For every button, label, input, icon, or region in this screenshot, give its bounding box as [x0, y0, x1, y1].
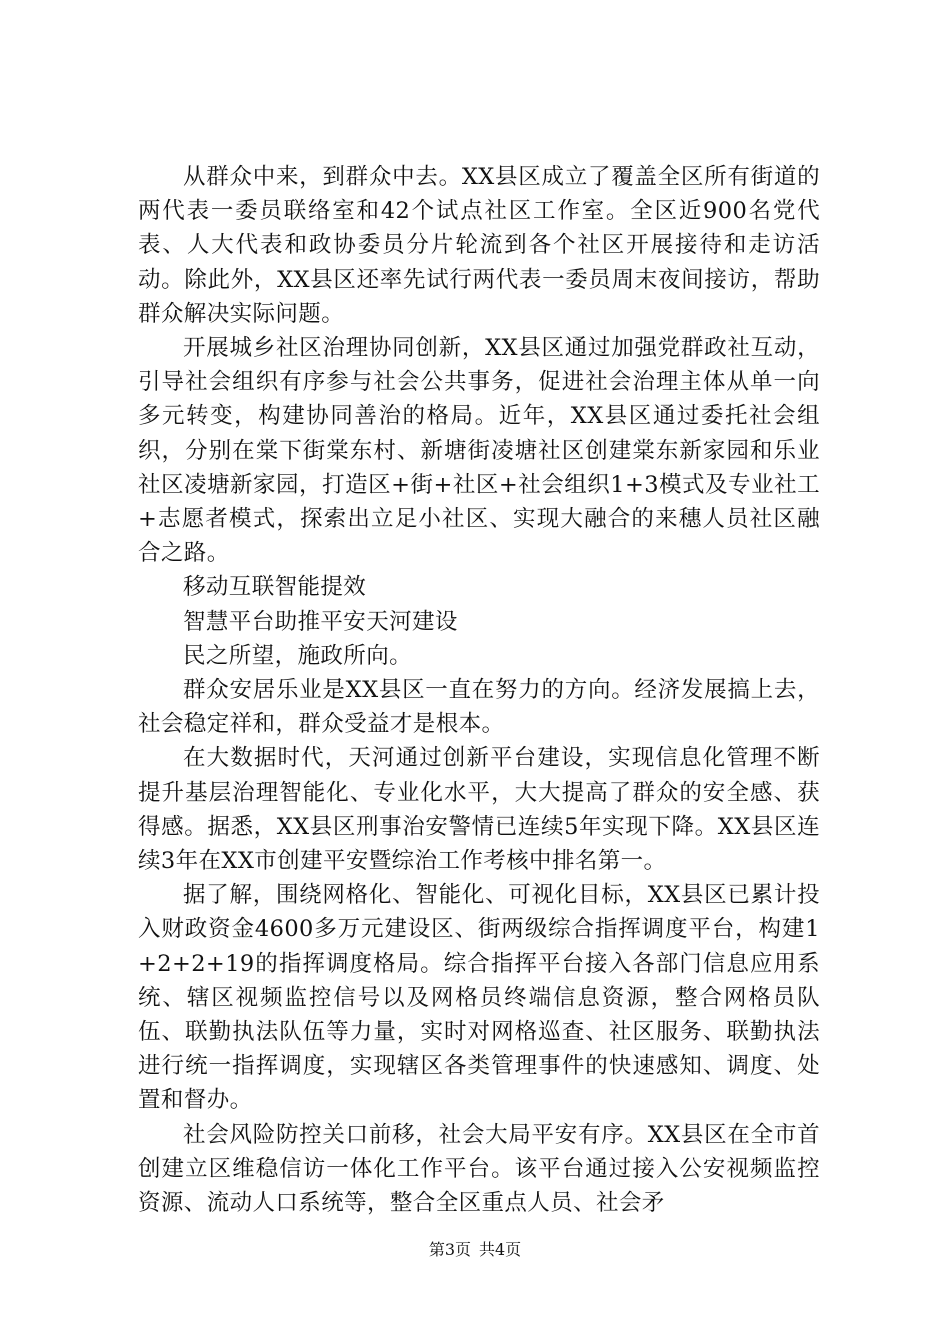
page-footer — [0, 1240, 950, 1260]
paragraph: 在大数据时代，天河通过创新平台建设，实现信息化管理不断提升基层治理智能化、专业化水平，大大提高了群众的安全感、获得感。据悉，XX县区刑事治安警情已连续5年实现下降。XX县区连续3年在XX市创建平安暨综治工作考核中排名第一。 — [138, 745, 820, 875]
document-body — [138, 160, 820, 1220]
paragraph: 群众安居乐业是XX县区一直在努力的方向。经济发展搞上去，社会稳定祥和，群众受益才是根本。 — [138, 677, 820, 738]
page-number: 第3页 — [428, 1240, 471, 1259]
paragraph: 据了解，围绕网格化、智能化、可视化目标，XX县区已累计投入财政资金4600多万元建设区、街两级综合指挥调度平台，构建1+2+2+19的指挥调度格局。综合指挥平台接入各部门信息应用系统、辖区视频监控信号以及网格员终端信息资源，整合网格员队伍、联勤执法队伍等力量，实时对网格巡查、社区服务、联勤执法进行统一指挥调度，实现辖区各类管理事件的快速感知、调度、处置和督办。 — [138, 882, 820, 1114]
page-total: 共4页 — [479, 1240, 522, 1259]
section-heading: 智慧平台助推平安天河建设 — [183, 608, 458, 635]
paragraph: 民之所望，施政所向。 — [183, 642, 413, 669]
section-heading: 移动互联智能提效 — [183, 574, 367, 601]
paragraph: 开展城乡社区治理协同创新，XX县区通过加强党群政社互动，引导社会组织有序参与社会公共事务，促进社会治理主体从单一向多元转变，构建协同善治的格局。近年，XX县区通过委托社会组织，分别在棠下街棠东村、新塘街凌塘社区创建棠东新家园和乐业社区凌塘新家园，打造区+街+社区+社会组织1+3模式及专业社工+志愿者模式，探索出立足小社区、实现大融合的来穗人员社区融合之路。 — [138, 335, 820, 567]
paragraph: 社会风险防控关口前移，社会大局平安有序。XX县区在全市首创建立区维稳信访一体化工作平台。该平台通过接入公安视频监控资源、流动人口系统等，整合全区重点人员、社会矛 — [138, 1121, 820, 1217]
paragraph: 从群众中来，到群众中去。XX县区成立了覆盖全区所有街道的两代表一委员联络室和42个试点社区工作室。全区近900名党代表、人大代表和政协委员分片轮流到各个社区开展接待和走访活动。除此外，XX县区还率先试行两代表一委员周末夜间接访，帮助群众解决实际问题。 — [138, 164, 820, 327]
